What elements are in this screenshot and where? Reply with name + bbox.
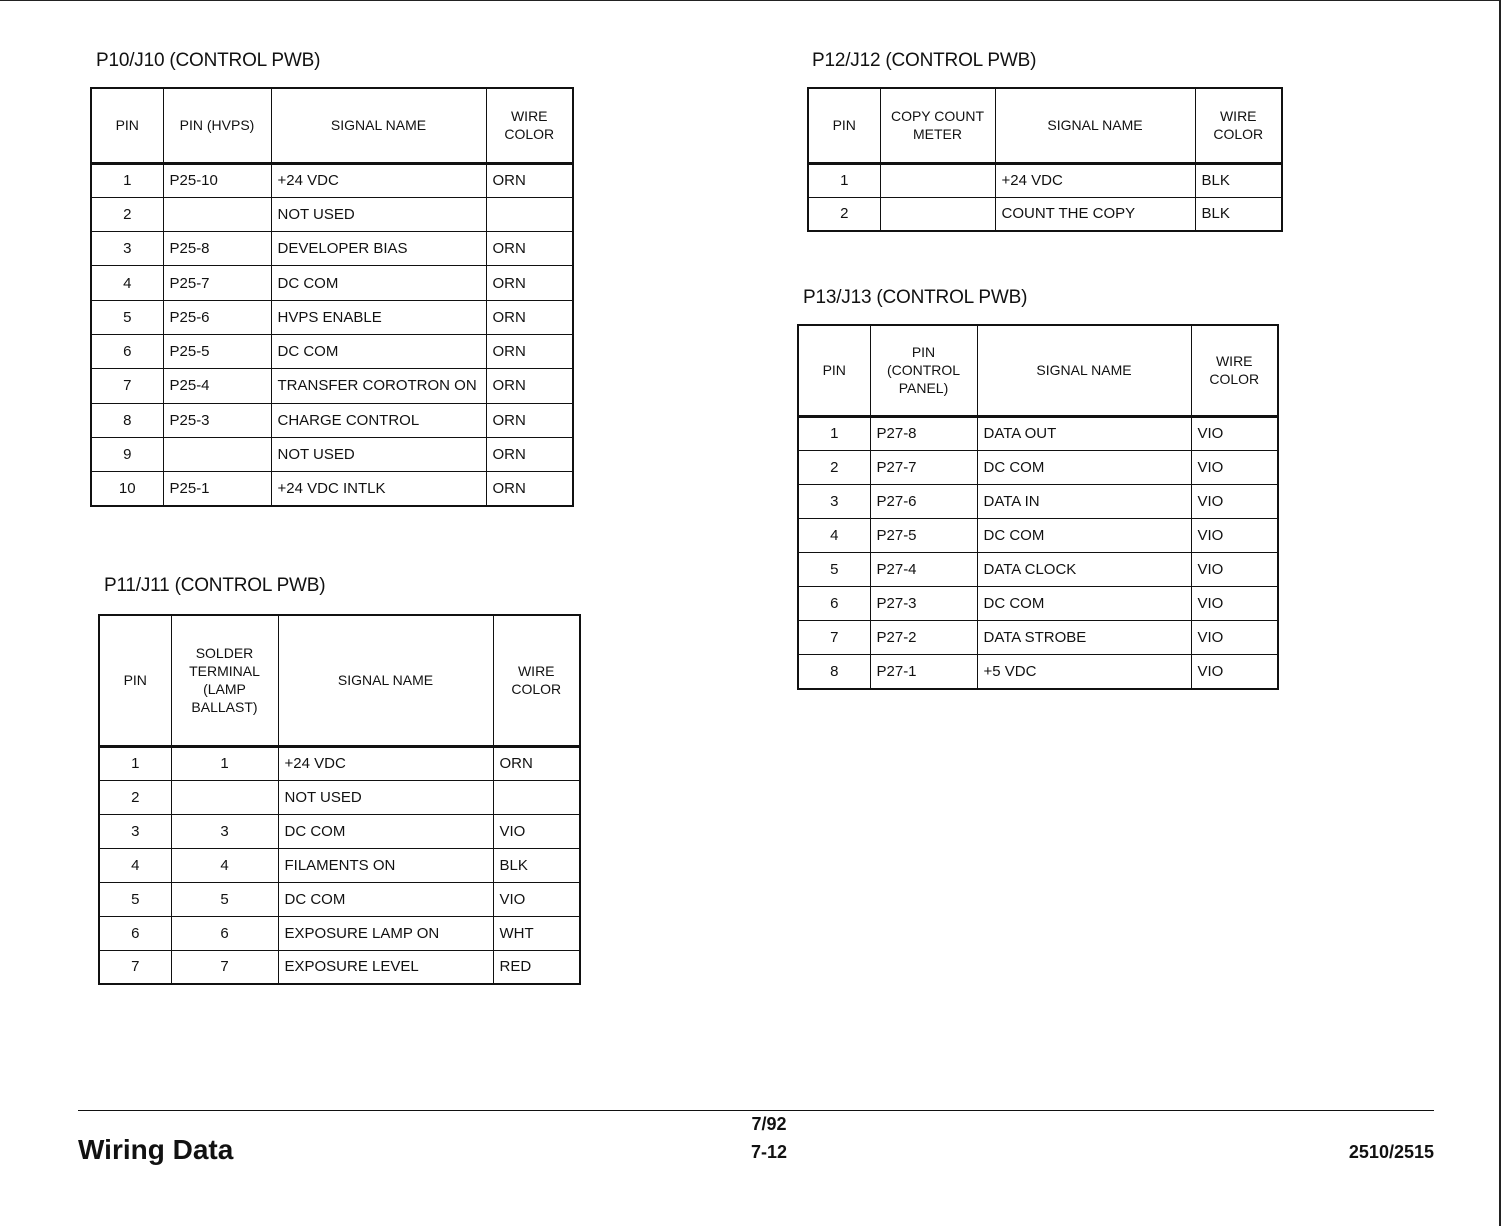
p10-cell-signal-name: TRANSFER COROTRON ON xyxy=(271,369,486,403)
p12-header-signal-name: SIGNAL NAME xyxy=(995,88,1195,163)
p13-cell-signal-name: DATA STROBE xyxy=(977,621,1191,655)
p11-header-signal-name: SIGNAL NAME xyxy=(278,615,493,746)
p11-cell-pin: 3 xyxy=(99,814,171,848)
p10-cell-source-pin: P25-3 xyxy=(163,403,271,437)
p10-cell-wire-color: ORN xyxy=(486,232,573,266)
p10-cell-source-pin: P25-7 xyxy=(163,266,271,300)
p13-cell-signal-name: DATA CLOCK xyxy=(977,552,1191,586)
table-row xyxy=(99,882,580,916)
p10-cell-source-pin: P25-1 xyxy=(163,472,271,506)
p11-table-title: P11/J11 (CONTROL PWB) xyxy=(104,575,326,596)
p11-header-wire-color: WIRE COLOR xyxy=(493,615,580,746)
p10-cell-wire-color: ORN xyxy=(486,300,573,334)
table-row xyxy=(91,403,573,437)
p10-cell-pin: 9 xyxy=(91,437,163,471)
p11-wiring-table xyxy=(98,614,581,985)
p12-header-source-pin: COPY COUNT METER xyxy=(880,88,995,163)
p10-cell-wire-color xyxy=(486,197,573,231)
p11-cell-pin: 6 xyxy=(99,916,171,950)
p11-cell-wire-color xyxy=(493,780,580,814)
p11-cell-source-pin: 5 xyxy=(171,882,278,916)
p11-header-source-pin: SOLDER TERMINAL (LAMP BALLAST) xyxy=(171,615,278,746)
p13-table-title: P13/J13 (CONTROL PWB) xyxy=(803,287,1028,308)
p13-cell-signal-name: DC COM xyxy=(977,518,1191,552)
p11-cell-wire-color: VIO xyxy=(493,814,580,848)
p12-cell-signal-name: COUNT THE COPY xyxy=(995,197,1195,231)
p10-cell-wire-color: ORN xyxy=(486,334,573,368)
p11-cell-source-pin: 4 xyxy=(171,848,278,882)
p10-header-signal-name: SIGNAL NAME xyxy=(271,88,486,163)
table-row xyxy=(91,300,573,334)
p10-cell-wire-color: ORN xyxy=(486,369,573,403)
p13-cell-source-pin: P27-4 xyxy=(870,552,977,586)
p11-cell-signal-name: +24 VDC xyxy=(278,746,493,780)
p10-cell-wire-color: ORN xyxy=(486,163,573,197)
p13-cell-wire-color: VIO xyxy=(1191,416,1278,450)
p12-wiring-table xyxy=(807,87,1283,232)
p13-cell-pin: 5 xyxy=(798,552,870,586)
table-row xyxy=(798,450,1278,484)
footer-page-number: 7-12 xyxy=(750,1142,788,1162)
p11-cell-signal-name: DC COM xyxy=(278,882,493,916)
p11-cell-signal-name: EXPOSURE LAMP ON xyxy=(278,916,493,950)
footer-rule xyxy=(78,1110,1434,1111)
p12-cell-source-pin xyxy=(880,197,995,231)
p13-cell-signal-name: DC COM xyxy=(977,586,1191,620)
p10-cell-pin: 6 xyxy=(91,334,163,368)
p13-cell-signal-name: DATA IN xyxy=(977,484,1191,518)
p12-cell-wire-color: BLK xyxy=(1195,163,1282,197)
table-row xyxy=(808,163,1282,197)
p11-cell-source-pin: 1 xyxy=(171,746,278,780)
p11-cell-wire-color: BLK xyxy=(493,848,580,882)
p13-cell-wire-color: VIO xyxy=(1191,552,1278,586)
p10-cell-pin: 4 xyxy=(91,266,163,300)
p12-header-wire-color: WIRE COLOR xyxy=(1195,88,1282,163)
table-row xyxy=(91,369,573,403)
p10-table-title: P10/J10 (CONTROL PWB) xyxy=(96,50,321,71)
table-row xyxy=(99,950,580,984)
p11-header-row xyxy=(99,615,580,746)
p10-cell-pin: 7 xyxy=(91,369,163,403)
p11-cell-wire-color: WHT xyxy=(493,916,580,950)
p10-wiring-table xyxy=(90,87,574,507)
p11-cell-signal-name: FILAMENTS ON xyxy=(278,848,493,882)
p13-cell-pin: 4 xyxy=(798,518,870,552)
table-row xyxy=(91,437,573,471)
p13-cell-source-pin: P27-5 xyxy=(870,518,977,552)
table-row xyxy=(798,518,1278,552)
table-row xyxy=(798,621,1278,655)
p12-table-title: P12/J12 (CONTROL PWB) xyxy=(812,50,1037,71)
p11-cell-signal-name: DC COM xyxy=(278,814,493,848)
p11-cell-pin: 2 xyxy=(99,780,171,814)
p11-cell-signal-name: NOT USED xyxy=(278,780,493,814)
p12-cell-pin: 1 xyxy=(808,163,880,197)
table-row xyxy=(91,266,573,300)
p13-cell-wire-color: VIO xyxy=(1191,518,1278,552)
p10-cell-signal-name: HVPS ENABLE xyxy=(271,300,486,334)
p10-header-source-pin: PIN (HVPS) xyxy=(163,88,271,163)
table-row xyxy=(91,232,573,266)
p13-header-signal-name: SIGNAL NAME xyxy=(977,325,1191,416)
p13-cell-pin: 6 xyxy=(798,586,870,620)
p10-cell-signal-name: DEVELOPER BIAS xyxy=(271,232,486,266)
table-row xyxy=(91,163,573,197)
page-top-border xyxy=(0,0,1499,1)
p13-cell-wire-color: VIO xyxy=(1191,621,1278,655)
p12-cell-wire-color: BLK xyxy=(1195,197,1282,231)
p13-cell-pin: 2 xyxy=(798,450,870,484)
p10-cell-source-pin: P25-10 xyxy=(163,163,271,197)
table-row xyxy=(99,746,580,780)
p10-cell-source-pin xyxy=(163,437,271,471)
p10-cell-wire-color: ORN xyxy=(486,403,573,437)
p13-cell-signal-name: +5 VDC xyxy=(977,655,1191,689)
p11-cell-pin: 7 xyxy=(99,950,171,984)
table-row xyxy=(99,916,580,950)
p13-wiring-table xyxy=(797,324,1279,690)
p13-cell-source-pin: P27-7 xyxy=(870,450,977,484)
p10-cell-signal-name: DC COM xyxy=(271,266,486,300)
table-row xyxy=(808,197,1282,231)
p10-cell-pin: 8 xyxy=(91,403,163,437)
p10-cell-source-pin xyxy=(163,197,271,231)
p10-cell-source-pin: P25-8 xyxy=(163,232,271,266)
p10-cell-source-pin: P25-4 xyxy=(163,369,271,403)
p11-cell-pin: 1 xyxy=(99,746,171,780)
p10-cell-signal-name: DC COM xyxy=(271,334,486,368)
p13-header-source-pin: PIN (CONTROL PANEL) xyxy=(870,325,977,416)
p10-header-wire-color: WIRE COLOR xyxy=(486,88,573,163)
p13-cell-wire-color: VIO xyxy=(1191,655,1278,689)
footer-model-number: 2510/2515 xyxy=(1348,1142,1434,1162)
p13-header-wire-color: WIRE COLOR xyxy=(1191,325,1278,416)
p11-cell-wire-color: RED xyxy=(493,950,580,984)
p11-cell-pin: 5 xyxy=(99,882,171,916)
p10-header-pin: PIN xyxy=(91,88,163,163)
footer-date: 7/92 xyxy=(751,1114,787,1134)
p13-header-row xyxy=(798,325,1278,416)
p13-cell-source-pin: P27-1 xyxy=(870,655,977,689)
p10-cell-pin: 10 xyxy=(91,472,163,506)
p10-cell-pin: 2 xyxy=(91,197,163,231)
p11-cell-wire-color: ORN xyxy=(493,746,580,780)
table-row xyxy=(798,484,1278,518)
p10-cell-source-pin: P25-6 xyxy=(163,300,271,334)
table-row xyxy=(91,197,573,231)
p13-header-pin: PIN xyxy=(798,325,870,416)
p13-cell-source-pin: P27-6 xyxy=(870,484,977,518)
p12-cell-source-pin xyxy=(880,163,995,197)
p13-cell-wire-color: VIO xyxy=(1191,450,1278,484)
p11-cell-wire-color: VIO xyxy=(493,882,580,916)
table-row xyxy=(91,334,573,368)
p10-cell-signal-name: +24 VDC INTLK xyxy=(271,472,486,506)
p13-cell-wire-color: VIO xyxy=(1191,484,1278,518)
p11-cell-source-pin: 7 xyxy=(171,950,278,984)
p10-cell-source-pin: P25-5 xyxy=(163,334,271,368)
table-row xyxy=(91,472,573,506)
p11-cell-source-pin xyxy=(171,780,278,814)
p10-cell-wire-color: ORN xyxy=(486,437,573,471)
table-row xyxy=(798,586,1278,620)
p11-cell-source-pin: 6 xyxy=(171,916,278,950)
p13-cell-pin: 8 xyxy=(798,655,870,689)
p13-cell-source-pin: P27-3 xyxy=(870,586,977,620)
p12-header-row xyxy=(808,88,1282,163)
p10-cell-wire-color: ORN xyxy=(486,472,573,506)
p13-cell-signal-name: DC COM xyxy=(977,450,1191,484)
p11-cell-pin: 4 xyxy=(99,848,171,882)
p13-cell-pin: 3 xyxy=(798,484,870,518)
p10-cell-signal-name: +24 VDC xyxy=(271,163,486,197)
p13-cell-signal-name: DATA OUT xyxy=(977,416,1191,450)
footer-section-title: Wiring Data xyxy=(78,1134,234,1165)
p12-header-pin: PIN xyxy=(808,88,880,163)
p12-cell-signal-name: +24 VDC xyxy=(995,163,1195,197)
p10-cell-signal-name: NOT USED xyxy=(271,197,486,231)
table-row xyxy=(798,416,1278,450)
p10-cell-pin: 3 xyxy=(91,232,163,266)
p10-header-row xyxy=(91,88,573,163)
p10-cell-signal-name: CHARGE CONTROL xyxy=(271,403,486,437)
table-row xyxy=(99,814,580,848)
p11-header-pin: PIN xyxy=(99,615,171,746)
p10-cell-signal-name: NOT USED xyxy=(271,437,486,471)
p13-cell-source-pin: P27-2 xyxy=(870,621,977,655)
table-row xyxy=(798,655,1278,689)
p10-cell-wire-color: ORN xyxy=(486,266,573,300)
p11-cell-signal-name: EXPOSURE LEVEL xyxy=(278,950,493,984)
table-row xyxy=(99,848,580,882)
p13-cell-source-pin: P27-8 xyxy=(870,416,977,450)
p10-cell-pin: 1 xyxy=(91,163,163,197)
p11-cell-source-pin: 3 xyxy=(171,814,278,848)
p13-cell-pin: 1 xyxy=(798,416,870,450)
p13-cell-pin: 7 xyxy=(798,621,870,655)
p10-cell-pin: 5 xyxy=(91,300,163,334)
table-row xyxy=(798,552,1278,586)
p13-cell-wire-color: VIO xyxy=(1191,586,1278,620)
table-row xyxy=(99,780,580,814)
p12-cell-pin: 2 xyxy=(808,197,880,231)
